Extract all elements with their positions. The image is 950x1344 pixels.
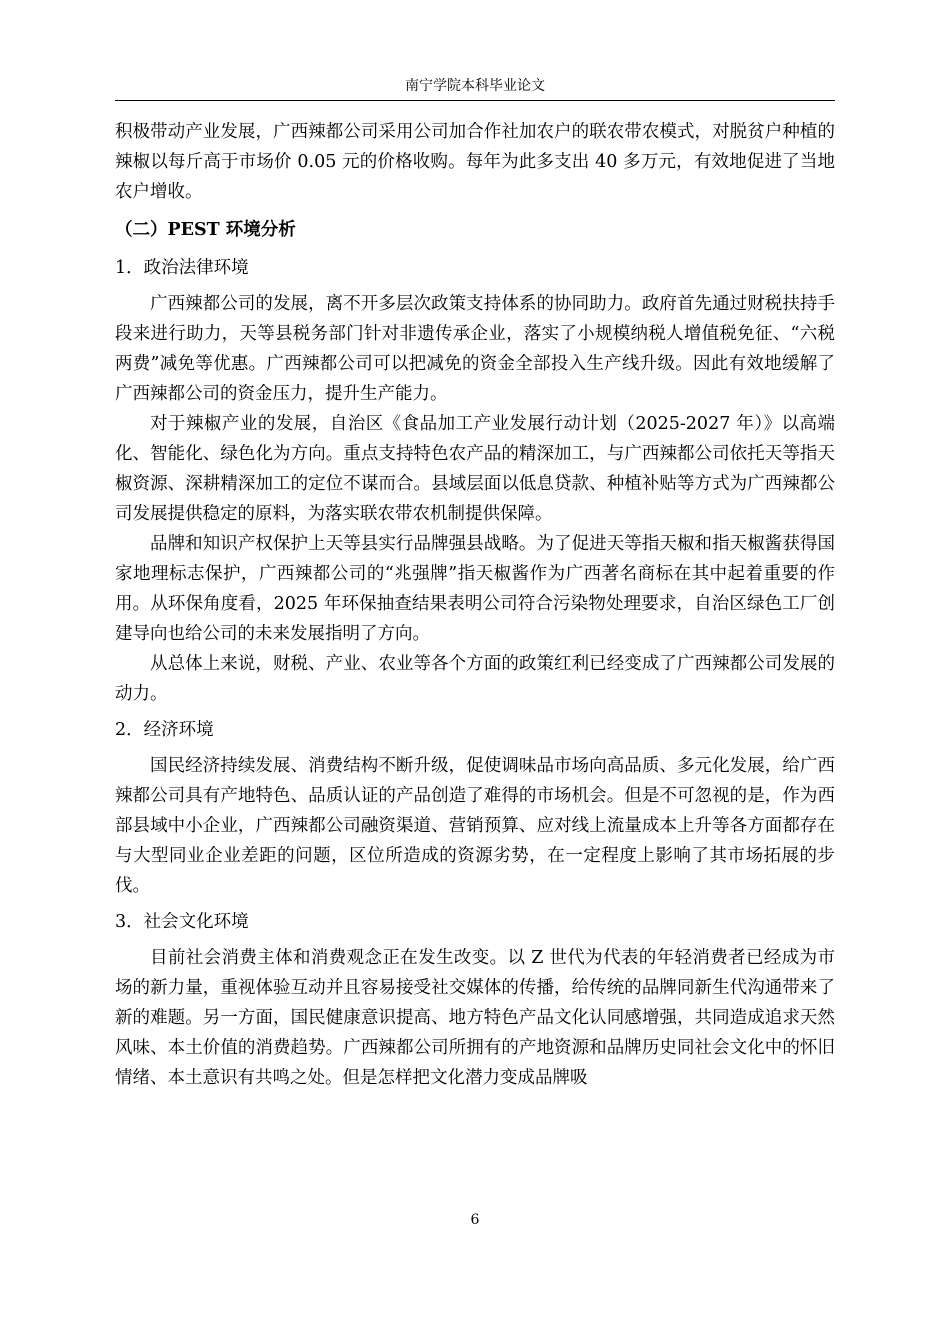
subheading-political-legal: 1．政治法律环境 bbox=[115, 258, 249, 278]
subheading-economic: 2．经济环境 bbox=[115, 720, 214, 740]
subheading-social-cultural: 3．社会文化环境 bbox=[115, 912, 249, 932]
section-heading-pest: （二）PEST 环境分析 bbox=[115, 220, 296, 240]
paragraph-brand-protection: 品牌和知识产权保护上天等县实行品牌强县战略。为了促进天等指天椒和指天椒酱获得国家地理标志保护，广西辣都公司的“兆强牌”指天椒酱作为广西著名商标在其中起着重要的作用。从环保角度看，2025 年环保抽查结果表明公司符合污染物处理要求，自治区绿色工厂创建导向也给公司的未来发展指明了方向。 bbox=[115, 534, 835, 644]
header-rule bbox=[115, 100, 835, 101]
body-text bbox=[115, 117, 835, 1093]
paragraph-economic: 国民经济持续发展、消费结构不断升级，促使调味品市场向高品质、多元化发展，给广西辣都公司具有产地特色、品质认证的产品创造了难得的市场机会。但是不可忽视的是，作为西部县域中小企业，广西辣都公司融资渠道、营销预算、应对线上流量成本上升等各方面都存在与大型同业企业差距的问题，区位所造成的资源劣势，在一定程度上影响了其市场拓展的步伐。 bbox=[115, 756, 835, 896]
page-number: 6 bbox=[470, 1212, 480, 1228]
running-header: 南宁学院本科毕业论文 bbox=[405, 78, 545, 94]
paragraph-industry-plan: 对于辣椒产业的发展，自治区《食品加工产业发展行动计划（2025-2027 年）》以高端化、智能化、绿色化为方向。重点支持特色农产品的精深加工，与广西辣都公司依托天等指天椒资源、深耕精深加工的定位不谋而合。县域层面以低息贷款、种植补贴等方式为广西辣都公司发展提供稳定的原料，为落实联农带农机制提供保障。 bbox=[115, 414, 835, 524]
paragraph-policy-support: 广西辣都公司的发展，离不开多层次政策支持体系的协同助力。政府首先通过财税扶持手段来进行助力，天等县税务部门针对非遗传承企业，落实了小规模纳税人增值税免征、“六税两费”减免等优惠。广西辣都公司可以把减免的资金全部投入生产线升级。因此有效地缓解了广西辣都公司的资金压力，提升生产能力。 bbox=[115, 294, 835, 404]
paragraph-continued: 积极带动产业发展，广西辣都公司采用公司加合作社加农户的联农带农模式，对脱贫户种植的辣椒以每斤高于市场价 0.05 元的价格收购。每年为此多支出 40 多万元，有效地促进了当地农户增收。 bbox=[115, 122, 835, 202]
paragraph-policy-summary: 从总体上来说，财税、产业、农业等各个方面的政策红利已经变成了广西辣都公司发展的动力。 bbox=[115, 654, 835, 704]
paragraph-social-cultural: 目前社会消费主体和消费观念正在发生改变。以 Z 世代为代表的年轻消费者已经成为市场的新力量，重视体验互动并且容易接受社交媒体的传播，给传统的品牌同新生代沟通带来了新的难题。另一方面，国民健康意识提高、地方特色产品文化认同感增强，共同造成追求天然风味、本土价值的消费趋势。广西辣都公司所拥有的产地资源和品牌历史同社会文化中的怀旧情绪、本土意识有共鸣之处。但是怎样把文化潜力变成品牌吸 bbox=[115, 948, 835, 1088]
